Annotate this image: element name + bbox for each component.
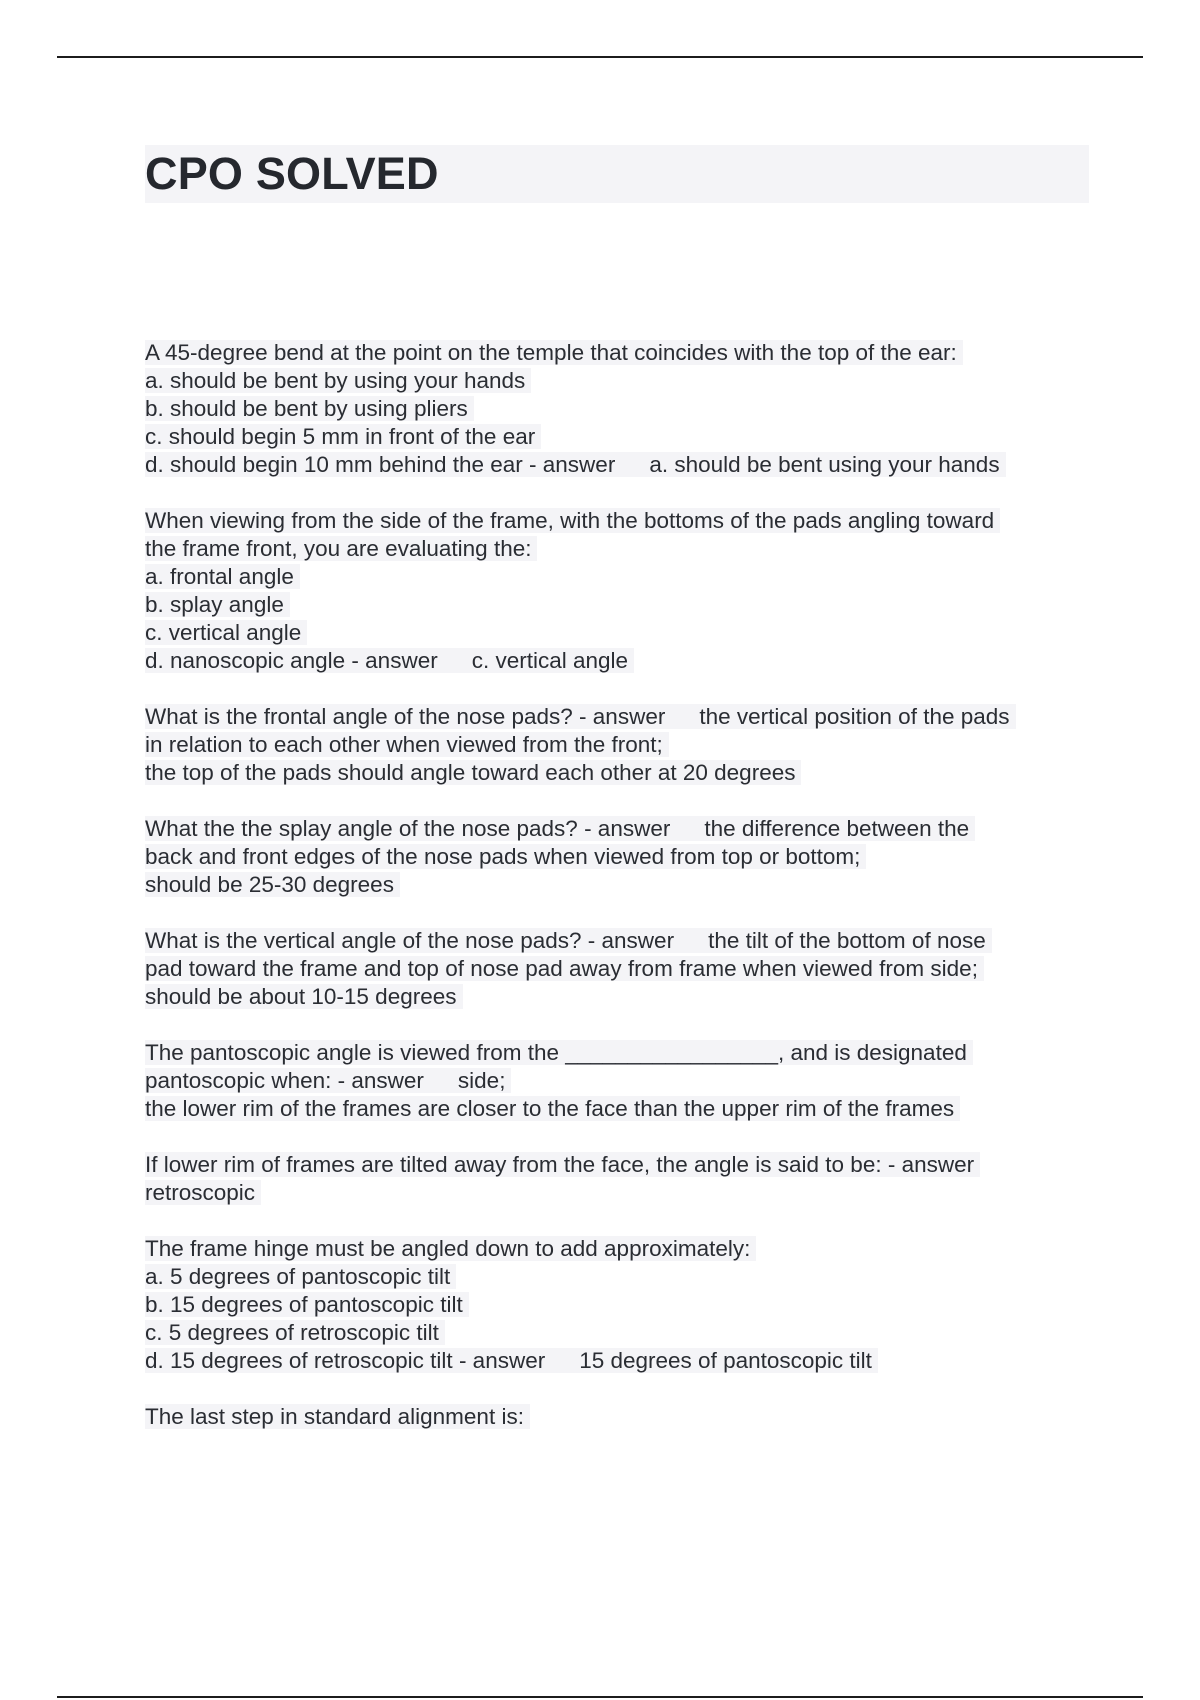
question-item bbox=[145, 815, 1089, 899]
question-line: a. 5 degrees of pantoscopic tilt bbox=[145, 1264, 456, 1289]
question-line: c. vertical angle bbox=[145, 620, 307, 645]
answer-text: side; bbox=[457, 1068, 506, 1093]
question-line: a. should be bent by using your hands bbox=[145, 368, 531, 393]
answer-text: the vertical position of the pads bbox=[699, 704, 1010, 729]
answer-continued-line: back and front edges of the nose pads when viewed from top or bottom; bbox=[145, 844, 866, 869]
question-line: b. 15 degrees of pantoscopic tilt bbox=[145, 1292, 469, 1317]
question-text: d. should begin 10 mm behind the ear bbox=[145, 452, 523, 477]
answer-marker: - answer bbox=[529, 452, 616, 477]
question-prompt bbox=[145, 1152, 980, 1177]
question-item bbox=[145, 1403, 1089, 1431]
question-item bbox=[145, 927, 1089, 1011]
answer-text: a. should be bent using your hands bbox=[649, 452, 1000, 477]
question-line: The last step in standard alignment is: bbox=[145, 1404, 530, 1429]
answer-marker: - answer bbox=[579, 704, 666, 729]
answer-text: the difference between the bbox=[704, 816, 970, 841]
question-line: c. 5 degrees of retroscopic tilt bbox=[145, 1320, 445, 1345]
answer-continued-line: should be about 10-15 degrees bbox=[145, 984, 463, 1009]
question-text: What is the frontal angle of the nose pads? bbox=[145, 704, 573, 729]
question-prompt bbox=[145, 928, 992, 953]
answer-marker: - answer bbox=[458, 1348, 546, 1373]
question-line: A 45-degree bend at the point on the temple that coincides with the top of the ear: bbox=[145, 340, 963, 365]
question-line: b. should be bent by using pliers bbox=[145, 396, 474, 421]
answer-continued-line: the top of the pads should angle toward each other at 20 degrees bbox=[145, 760, 801, 785]
answer-marker: - answer bbox=[587, 928, 675, 953]
question-item bbox=[145, 339, 1089, 479]
question-prompt bbox=[145, 816, 975, 841]
question-line: a. frontal angle bbox=[145, 564, 300, 589]
answer-continued-line: the lower rim of the frames are closer to the face than the upper rim of the frames bbox=[145, 1096, 960, 1121]
answer-marker: - answer bbox=[887, 1152, 975, 1177]
question-prompt bbox=[145, 1348, 878, 1373]
question-line: The pantoscopic angle is viewed from the _________________, and is designated bbox=[145, 1040, 973, 1065]
top-rule bbox=[57, 56, 1143, 58]
question-item bbox=[145, 703, 1089, 787]
answer-marker: - answer bbox=[351, 648, 438, 673]
answer-continued-line: should be 25-30 degrees bbox=[145, 872, 400, 897]
question-item bbox=[145, 1235, 1089, 1375]
document-title: CPO SOLVED bbox=[145, 148, 439, 199]
question-prompt bbox=[145, 704, 1016, 729]
question-line: When viewing from the side of the frame, with the bottoms of the pads angling toward bbox=[145, 508, 1000, 533]
question-line: the frame front, you are evaluating the: bbox=[145, 536, 537, 561]
answer-marker: - answer bbox=[584, 816, 671, 841]
answer-marker: - answer bbox=[337, 1068, 424, 1093]
question-line: b. splay angle bbox=[145, 592, 290, 617]
question-list bbox=[145, 339, 1089, 1459]
question-line: c. should begin 5 mm in front of the ear bbox=[145, 424, 541, 449]
question-line: The frame hinge must be angled down to add approximately: bbox=[145, 1236, 756, 1261]
question-text: What the the splay angle of the nose pads? bbox=[145, 816, 578, 841]
question-text: What is the vertical angle of the nose pads? bbox=[145, 928, 582, 953]
question-text: pantoscopic when: bbox=[145, 1068, 332, 1093]
answer-text: c. vertical angle bbox=[471, 648, 629, 673]
question-text: d. 15 degrees of retroscopic tilt bbox=[145, 1348, 453, 1373]
answer-continued-line: in relation to each other when viewed from the front; bbox=[145, 732, 669, 757]
question-item bbox=[145, 1039, 1089, 1123]
answer-text: 15 degrees of pantoscopic tilt bbox=[579, 1348, 872, 1373]
answer-text: the tilt of the bottom of nose bbox=[708, 928, 986, 953]
question-text: If lower rim of frames are tilted away from the face, the angle is said to be: bbox=[145, 1152, 882, 1177]
question-text: d. nanoscopic angle bbox=[145, 648, 346, 673]
question-prompt bbox=[145, 452, 1006, 477]
question-item bbox=[145, 507, 1089, 675]
answer-continued-line: retroscopic bbox=[145, 1180, 261, 1205]
question-prompt bbox=[145, 1068, 511, 1093]
bottom-rule bbox=[57, 1696, 1143, 1698]
question-prompt bbox=[145, 648, 634, 673]
question-item bbox=[145, 1151, 1089, 1207]
answer-continued-line: pad toward the frame and top of nose pad away from frame when viewed from side; bbox=[145, 956, 984, 981]
